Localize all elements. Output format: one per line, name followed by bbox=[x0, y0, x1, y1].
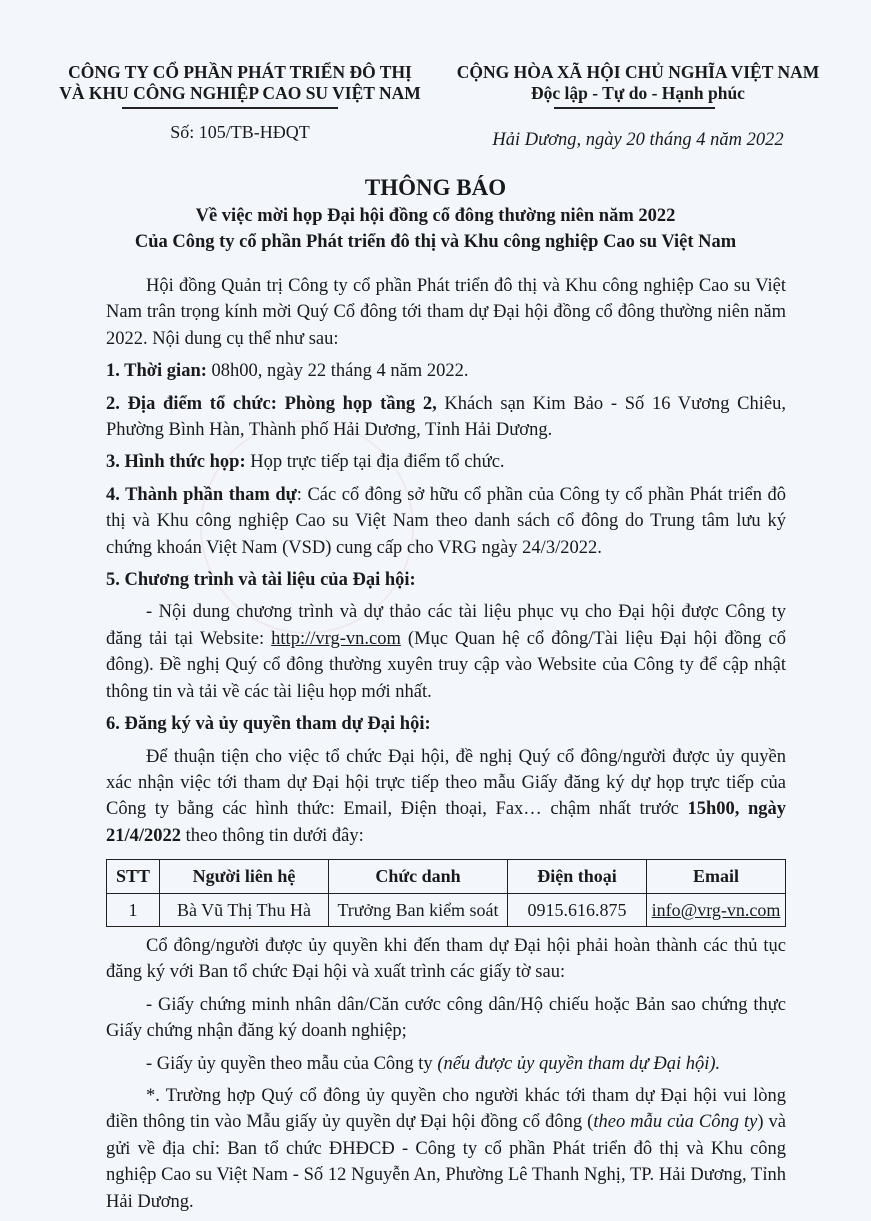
item-time-value: 08h00, ngày 22 tháng 4 năm 2022. bbox=[206, 361, 469, 382]
document-body bbox=[106, 273, 786, 1221]
item-venue-value: Khách sạn Kim Bảo - Số 16 Vương Chiêu, Phường Bình Hàn, Thành phố Hải Dương, Tỉnh Hải Dương. bbox=[106, 393, 786, 441]
header-email: Email bbox=[647, 860, 786, 893]
docs-text-after: (Mục Quan hệ cổ đông/Tài liệu Đại hội đồng cổ đông). Đề nghị Quý cổ đông thường xuyên truy cập vào Website của Công ty để cập nhật thông tin và tải về các tài liệu họp mới nhất. bbox=[106, 628, 786, 702]
proxy-note-italic: theo mẫu của Công ty bbox=[593, 1112, 758, 1133]
header-phone: Điện thoại bbox=[508, 860, 647, 893]
cell-stt: 1 bbox=[107, 893, 160, 926]
item-format bbox=[106, 449, 786, 475]
item-attendees-value: : Các cổ đông sở hữu cổ phần của Công ty cổ phần Phát triển đô thị và Khu công nghiệp Cao su Việt Nam theo danh sách cổ đông do Trung tâm lưu ký chứng khoán Việt Nam (VSD) cung cấp cho VRG ngày 24/3/2022. bbox=[106, 484, 786, 558]
proxy-note-after: ) và gửi về địa chỉ: Ban tổ chức ĐHĐCĐ - Công ty cổ phần Phát triển đô thị và Khu công nghiệp Cao su Việt Nam - Số 12 Nguyễn An, Phường Lê Thanh Nghị, TP. Hải Dương, Tỉnh Hải Dương. bbox=[106, 1112, 786, 1212]
table-row bbox=[107, 893, 786, 926]
document-title: THÔNG BÁO bbox=[364, 175, 507, 200]
requirements-intro: Cổ đông/người được ủy quyền khi đến tham dự Đại hội phải hoàn thành các thủ tục đăng ký với Ban tổ chức Đại hội và xuất trình các giấy tờ sau: bbox=[106, 935, 786, 983]
registration-heading bbox=[106, 711, 786, 737]
requirement-item-id: - Giấy chứng minh nhân dân/Căn cước công dân/Hộ chiếu hoặc Bản sao chứng thực Giấy chứng nhận đăng ký doanh nghiệp; bbox=[106, 994, 786, 1042]
item-venue-label: 2. Địa điểm tổ chức: Phòng họp tầng 2, bbox=[106, 393, 437, 414]
document-subtitle-1: Về việc mời họp Đại hội đồng cổ đông thường niên năm 2022 bbox=[195, 206, 676, 226]
requirement-proxy-note: (nếu được ủy quyền tham dự Đại hội). bbox=[437, 1053, 721, 1074]
nation-header bbox=[438, 62, 838, 104]
registration-text-after: theo thông tin dưới đây: bbox=[181, 825, 364, 846]
proxy-note-before: *. Trường hợp Quý cổ đông ủy quyền cho người khác tới tham dự Đại hội vui lòng điền thông tin vào Mẫu giấy ủy quyền dự Đại hội đồng cổ đông ( bbox=[106, 1085, 786, 1133]
cell-position: Trưởng Ban kiểm soát bbox=[329, 893, 508, 926]
contact-table bbox=[106, 859, 786, 927]
contact-table-header-row bbox=[107, 860, 786, 893]
registration-text-before: Để thuận tiện cho việc tổ chức Đại hội, đề nghị Quý cổ đông/người được ủy quyền xác nhận việc tới tham dự Đại hội trực tiếp theo mẫu Giấy đăng ký dự họp trực tiếp của Công ty bằng các hình thức: Email, Điện thoại, Fax… chậm nhất trước bbox=[106, 746, 786, 820]
item-format-value: Họp trực tiếp tại địa điểm tổ chức. bbox=[245, 452, 505, 473]
requirement-proxy-text: - Giấy ủy quyền theo mẫu của Công ty bbox=[146, 1053, 438, 1074]
docs-text-before: - Nội dung chương trình và dự thảo các tài liệu phục vụ cho Đại hội được Công ty đăng tải tại Website: bbox=[106, 602, 786, 649]
docs-paragraph bbox=[106, 599, 786, 705]
document-number: Số: 105/TB-HĐQT bbox=[170, 122, 310, 142]
docs-heading-text: 5. Chương trình và tài liệu của Đại hội: bbox=[106, 570, 416, 591]
item-attendees-label: 4. Thành phần tham dự bbox=[106, 484, 297, 505]
document-subtitle-2: Của Công ty cổ phần Phát triển đô thị và Khu công nghiệp Cao su Việt Nam bbox=[134, 232, 737, 252]
company-header bbox=[40, 62, 440, 104]
header-stt: STT bbox=[107, 860, 160, 893]
item-format-label: 3. Hình thức họp: bbox=[106, 452, 246, 473]
item-time-label: 1. Thời gian: bbox=[106, 361, 207, 382]
item-venue bbox=[106, 391, 786, 444]
header-position: Chức danh bbox=[329, 860, 508, 893]
intro-paragraph: Hội đồng Quản trị Công ty cổ phần Phát triển đô thị và Khu công nghiệp Cao su Việt Nam trân trọng kính mời Quý Cổ đông tới tham dự Đại hội đồng cổ đông thường niên năm 2022. Nội dung cụ thể như sau: bbox=[106, 276, 786, 349]
header-contact-person: Người liên hệ bbox=[160, 860, 329, 893]
registration-deadline: 15h00, ngày 21/4/2022 bbox=[106, 799, 786, 846]
cell-phone: 0915.616.875 bbox=[508, 893, 647, 926]
registration-paragraph bbox=[106, 744, 786, 850]
registration-heading-text: 6. Đăng ký và ủy quyền tham dự Đại hội: bbox=[106, 714, 431, 735]
website-link[interactable]: http://vrg-vn.com bbox=[271, 628, 401, 649]
cell-email bbox=[647, 893, 786, 926]
company-underline bbox=[122, 107, 338, 109]
item-attendees bbox=[106, 482, 786, 561]
nation-name: CỘNG HÒA XÃ HỘI CHỦ NGHĨA VIỆT NAM bbox=[456, 62, 820, 82]
cell-contact-person: Bà Vũ Thị Thu Hà bbox=[160, 893, 329, 926]
requirement-item-proxy bbox=[106, 1051, 786, 1077]
motto-underline bbox=[554, 107, 715, 109]
place-date: Hải Dương, ngày 20 tháng 4 năm 2022 bbox=[492, 130, 784, 150]
company-name-line1: CÔNG TY CỔ PHẦN PHÁT TRIỂN ĐÔ THỊ bbox=[68, 62, 412, 82]
email-link[interactable]: info@vrg-vn.com bbox=[651, 899, 781, 920]
nation-motto: Độc lập - Tự do - Hạnh phúc bbox=[531, 83, 745, 103]
item-time bbox=[106, 358, 786, 384]
proxy-note-paragraph bbox=[106, 1083, 786, 1215]
company-name-line2: VÀ KHU CÔNG NGHIỆP CAO SU VIỆT NAM bbox=[59, 83, 421, 103]
docs-heading bbox=[106, 567, 786, 593]
